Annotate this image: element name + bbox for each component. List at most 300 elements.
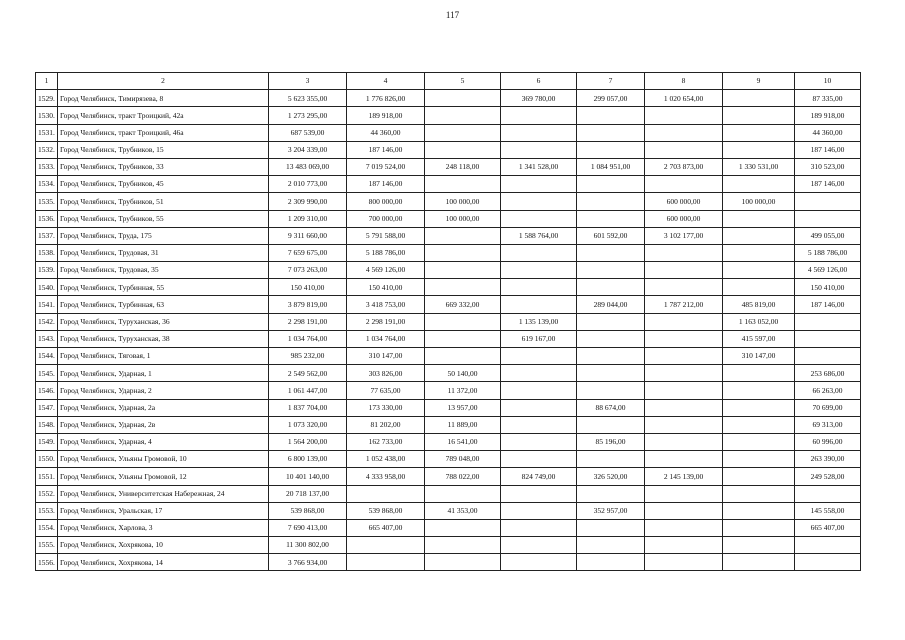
value-cell-col-9 bbox=[723, 107, 795, 124]
value-cell-col-8 bbox=[645, 382, 723, 399]
address-cell: Город Челябинск, Хохрякова, 14 bbox=[58, 554, 269, 571]
value-cell-col-9 bbox=[723, 502, 795, 519]
value-cell-col-8 bbox=[645, 537, 723, 554]
value-cell-col-8 bbox=[645, 519, 723, 536]
value-cell-col-3: 985 232,00 bbox=[269, 348, 347, 365]
value-cell-col-4: 189 918,00 bbox=[347, 107, 425, 124]
value-cell-col-3: 1 073 320,00 bbox=[269, 416, 347, 433]
address-cell: Город Челябинск, Трубников, 33 bbox=[58, 158, 269, 175]
value-cell-col-5: 788 022,00 bbox=[425, 468, 501, 485]
value-cell-col-3: 150 410,00 bbox=[269, 279, 347, 296]
table-row bbox=[36, 554, 861, 571]
value-cell-col-5 bbox=[425, 279, 501, 296]
value-cell-col-9 bbox=[723, 451, 795, 468]
value-cell-col-4: 2 298 191,00 bbox=[347, 313, 425, 330]
address-cell: Город Челябинск, Трубников, 45 bbox=[58, 176, 269, 193]
value-cell-col-4: 162 733,00 bbox=[347, 433, 425, 450]
row-number: 1549. bbox=[36, 433, 58, 450]
value-cell-col-8 bbox=[645, 124, 723, 141]
value-cell-col-5 bbox=[425, 348, 501, 365]
column-header: 2 bbox=[58, 73, 269, 90]
value-cell-col-7: 1 084 951,00 bbox=[577, 158, 645, 175]
value-cell-col-5 bbox=[425, 537, 501, 554]
value-cell-col-8 bbox=[645, 554, 723, 571]
value-cell-col-9 bbox=[723, 382, 795, 399]
value-cell-col-10: 253 686,00 bbox=[795, 365, 861, 382]
value-cell-col-7 bbox=[577, 124, 645, 141]
value-cell-col-8: 1 787 212,00 bbox=[645, 296, 723, 313]
value-cell-col-7 bbox=[577, 554, 645, 571]
value-cell-col-7 bbox=[577, 313, 645, 330]
value-cell-col-6 bbox=[501, 193, 577, 210]
address-cell: Город Челябинск, Трудовая, 35 bbox=[58, 262, 269, 279]
value-cell-col-3: 1 034 764,00 bbox=[269, 330, 347, 347]
value-cell-col-9 bbox=[723, 365, 795, 382]
value-cell-col-3: 10 401 140,00 bbox=[269, 468, 347, 485]
address-cell: Город Челябинск, Ударная, 2 bbox=[58, 382, 269, 399]
value-cell-col-3: 1 564 200,00 bbox=[269, 433, 347, 450]
table-row bbox=[36, 330, 861, 347]
value-cell-col-5: 11 372,00 bbox=[425, 382, 501, 399]
value-cell-col-10: 499 055,00 bbox=[795, 227, 861, 244]
address-cell: Город Челябинск, Трубников, 15 bbox=[58, 141, 269, 158]
value-cell-col-10: 145 558,00 bbox=[795, 502, 861, 519]
row-number: 1533. bbox=[36, 158, 58, 175]
value-cell-col-3: 1 209 310,00 bbox=[269, 210, 347, 227]
value-cell-col-3: 11 300 802,00 bbox=[269, 537, 347, 554]
value-cell-col-4 bbox=[347, 554, 425, 571]
value-cell-col-7 bbox=[577, 193, 645, 210]
value-cell-col-3: 3 879 819,00 bbox=[269, 296, 347, 313]
table-row bbox=[36, 502, 861, 519]
value-cell-col-6 bbox=[501, 399, 577, 416]
address-cell: Город Челябинск, Харлова, 3 bbox=[58, 519, 269, 536]
value-cell-col-9 bbox=[723, 416, 795, 433]
table-row bbox=[36, 382, 861, 399]
address-cell: Город Челябинск, Турбинная, 55 bbox=[58, 279, 269, 296]
value-cell-col-5: 669 332,00 bbox=[425, 296, 501, 313]
column-header: 8 bbox=[645, 73, 723, 90]
value-cell-col-3: 1 837 704,00 bbox=[269, 399, 347, 416]
table-row bbox=[36, 279, 861, 296]
value-cell-col-10: 150 410,00 bbox=[795, 279, 861, 296]
value-cell-col-6 bbox=[501, 107, 577, 124]
value-cell-col-9 bbox=[723, 244, 795, 261]
table-row bbox=[36, 210, 861, 227]
row-number: 1542. bbox=[36, 313, 58, 330]
value-cell-col-7 bbox=[577, 330, 645, 347]
value-cell-col-3: 1 061 447,00 bbox=[269, 382, 347, 399]
value-cell-col-9 bbox=[723, 279, 795, 296]
value-cell-col-6 bbox=[501, 279, 577, 296]
value-cell-col-6: 619 167,00 bbox=[501, 330, 577, 347]
value-cell-col-5 bbox=[425, 107, 501, 124]
value-cell-col-9 bbox=[723, 485, 795, 502]
row-number: 1538. bbox=[36, 244, 58, 261]
value-cell-col-4: 3 418 753,00 bbox=[347, 296, 425, 313]
row-number: 1551. bbox=[36, 468, 58, 485]
row-number: 1535. bbox=[36, 193, 58, 210]
value-cell-col-7: 289 044,00 bbox=[577, 296, 645, 313]
address-cell: Город Челябинск, Туруханская, 38 bbox=[58, 330, 269, 347]
value-cell-col-4: 4 333 958,00 bbox=[347, 468, 425, 485]
value-cell-col-6: 824 749,00 bbox=[501, 468, 577, 485]
value-cell-col-4: 665 407,00 bbox=[347, 519, 425, 536]
column-header: 10 bbox=[795, 73, 861, 90]
value-cell-col-4 bbox=[347, 485, 425, 502]
value-cell-col-10: 187 146,00 bbox=[795, 176, 861, 193]
value-cell-col-3: 1 273 295,00 bbox=[269, 107, 347, 124]
value-cell-col-10: 70 699,00 bbox=[795, 399, 861, 416]
address-cell: Город Челябинск, Тяговая, 1 bbox=[58, 348, 269, 365]
value-cell-col-9 bbox=[723, 210, 795, 227]
row-number: 1552. bbox=[36, 485, 58, 502]
value-cell-col-8 bbox=[645, 451, 723, 468]
value-cell-col-10: 69 313,00 bbox=[795, 416, 861, 433]
value-cell-col-8 bbox=[645, 433, 723, 450]
row-number: 1546. bbox=[36, 382, 58, 399]
value-cell-col-5: 248 118,00 bbox=[425, 158, 501, 175]
value-cell-col-5 bbox=[425, 141, 501, 158]
value-cell-col-10: 187 146,00 bbox=[795, 296, 861, 313]
value-cell-col-3: 3 204 339,00 bbox=[269, 141, 347, 158]
value-cell-col-7: 326 520,00 bbox=[577, 468, 645, 485]
value-cell-col-4: 5 188 786,00 bbox=[347, 244, 425, 261]
value-cell-col-3: 2 010 773,00 bbox=[269, 176, 347, 193]
table-row bbox=[36, 176, 861, 193]
row-number: 1534. bbox=[36, 176, 58, 193]
value-cell-col-8 bbox=[645, 365, 723, 382]
address-cell: Город Челябинск, Ульяны Громовой, 12 bbox=[58, 468, 269, 485]
value-cell-col-10 bbox=[795, 330, 861, 347]
value-cell-col-7 bbox=[577, 210, 645, 227]
value-cell-col-4: 5 791 588,00 bbox=[347, 227, 425, 244]
value-cell-col-7 bbox=[577, 348, 645, 365]
value-cell-col-6 bbox=[501, 176, 577, 193]
value-cell-col-8 bbox=[645, 348, 723, 365]
table-row bbox=[36, 262, 861, 279]
value-cell-col-8 bbox=[645, 244, 723, 261]
value-cell-col-10: 66 263,00 bbox=[795, 382, 861, 399]
value-cell-col-7 bbox=[577, 262, 645, 279]
table-row bbox=[36, 399, 861, 416]
address-cell: Город Челябинск, Ударная, 4 bbox=[58, 433, 269, 450]
value-cell-col-10: 187 146,00 bbox=[795, 141, 861, 158]
value-cell-col-3: 7 073 263,00 bbox=[269, 262, 347, 279]
value-cell-col-4 bbox=[347, 537, 425, 554]
column-header: 9 bbox=[723, 73, 795, 90]
value-cell-col-7 bbox=[577, 365, 645, 382]
value-cell-col-4: 700 000,00 bbox=[347, 210, 425, 227]
value-cell-col-5: 100 000,00 bbox=[425, 210, 501, 227]
value-cell-col-4: 173 330,00 bbox=[347, 399, 425, 416]
row-number: 1541. bbox=[36, 296, 58, 313]
value-cell-col-6: 1 135 139,00 bbox=[501, 313, 577, 330]
row-number: 1545. bbox=[36, 365, 58, 382]
table-row bbox=[36, 485, 861, 502]
value-cell-col-8 bbox=[645, 141, 723, 158]
value-cell-col-3: 13 483 069,00 bbox=[269, 158, 347, 175]
table-row bbox=[36, 107, 861, 124]
column-header: 5 bbox=[425, 73, 501, 90]
value-cell-col-4: 187 146,00 bbox=[347, 176, 425, 193]
value-cell-col-8: 600 000,00 bbox=[645, 210, 723, 227]
row-number: 1547. bbox=[36, 399, 58, 416]
value-cell-col-6 bbox=[501, 451, 577, 468]
value-cell-col-3: 9 311 660,00 bbox=[269, 227, 347, 244]
value-cell-col-7: 299 057,00 bbox=[577, 90, 645, 107]
value-cell-col-7 bbox=[577, 244, 645, 261]
row-number: 1553. bbox=[36, 502, 58, 519]
value-cell-col-3: 2 298 191,00 bbox=[269, 313, 347, 330]
table-row bbox=[36, 141, 861, 158]
value-cell-col-4: 1 776 826,00 bbox=[347, 90, 425, 107]
value-cell-col-6 bbox=[501, 365, 577, 382]
value-cell-col-4: 81 202,00 bbox=[347, 416, 425, 433]
value-cell-col-6 bbox=[501, 502, 577, 519]
value-cell-col-5 bbox=[425, 519, 501, 536]
table-row bbox=[36, 227, 861, 244]
address-cell: Город Челябинск, Ударная, 2а bbox=[58, 399, 269, 416]
value-cell-col-10 bbox=[795, 537, 861, 554]
value-cell-col-8 bbox=[645, 313, 723, 330]
table-row bbox=[36, 416, 861, 433]
table-row bbox=[36, 537, 861, 554]
value-cell-col-7 bbox=[577, 485, 645, 502]
value-cell-col-4: 800 000,00 bbox=[347, 193, 425, 210]
column-header: 4 bbox=[347, 73, 425, 90]
row-number: 1539. bbox=[36, 262, 58, 279]
table-row bbox=[36, 348, 861, 365]
value-cell-col-10: 249 528,00 bbox=[795, 468, 861, 485]
table-row bbox=[36, 193, 861, 210]
address-cell: Город Челябинск, Уральская, 17 bbox=[58, 502, 269, 519]
value-cell-col-5: 41 353,00 bbox=[425, 502, 501, 519]
value-cell-col-9 bbox=[723, 227, 795, 244]
row-number: 1543. bbox=[36, 330, 58, 347]
value-cell-col-3: 2 309 990,00 bbox=[269, 193, 347, 210]
value-cell-col-4: 187 146,00 bbox=[347, 141, 425, 158]
value-cell-col-10 bbox=[795, 348, 861, 365]
value-cell-col-7 bbox=[577, 537, 645, 554]
table-row bbox=[36, 90, 861, 107]
value-cell-col-7: 601 592,00 bbox=[577, 227, 645, 244]
value-cell-col-10: 5 188 786,00 bbox=[795, 244, 861, 261]
value-cell-col-3: 5 623 355,00 bbox=[269, 90, 347, 107]
value-cell-col-4: 1 034 764,00 bbox=[347, 330, 425, 347]
row-number: 1529. bbox=[36, 90, 58, 107]
value-cell-col-10 bbox=[795, 485, 861, 502]
value-cell-col-8 bbox=[645, 485, 723, 502]
table-row bbox=[36, 433, 861, 450]
address-cell: Город Челябинск, Трудовая, 31 bbox=[58, 244, 269, 261]
row-number: 1530. bbox=[36, 107, 58, 124]
value-cell-col-6: 1 341 528,00 bbox=[501, 158, 577, 175]
value-cell-col-3: 7 659 675,00 bbox=[269, 244, 347, 261]
column-header: 3 bbox=[269, 73, 347, 90]
address-cell: Город Челябинск, Труда, 175 bbox=[58, 227, 269, 244]
value-cell-col-3: 2 549 562,00 bbox=[269, 365, 347, 382]
value-cell-col-9 bbox=[723, 399, 795, 416]
value-cell-col-10: 87 335,00 bbox=[795, 90, 861, 107]
value-cell-col-9 bbox=[723, 262, 795, 279]
value-cell-col-8: 3 102 177,00 bbox=[645, 227, 723, 244]
value-cell-col-10: 263 390,00 bbox=[795, 451, 861, 468]
value-cell-col-6 bbox=[501, 485, 577, 502]
address-cell: Город Челябинск, Ульяны Громовой, 10 bbox=[58, 451, 269, 468]
value-cell-col-8: 2 703 873,00 bbox=[645, 158, 723, 175]
value-cell-col-8 bbox=[645, 262, 723, 279]
value-cell-col-6 bbox=[501, 554, 577, 571]
value-cell-col-6 bbox=[501, 416, 577, 433]
value-cell-col-4: 1 052 438,00 bbox=[347, 451, 425, 468]
value-cell-col-5 bbox=[425, 227, 501, 244]
value-cell-col-5: 100 000,00 bbox=[425, 193, 501, 210]
value-cell-col-8 bbox=[645, 502, 723, 519]
value-cell-col-5 bbox=[425, 90, 501, 107]
value-cell-col-8 bbox=[645, 279, 723, 296]
value-cell-col-5 bbox=[425, 313, 501, 330]
column-header: 7 bbox=[577, 73, 645, 90]
value-cell-col-4: 539 868,00 bbox=[347, 502, 425, 519]
column-header: 6 bbox=[501, 73, 577, 90]
value-cell-col-6 bbox=[501, 519, 577, 536]
value-cell-col-6 bbox=[501, 382, 577, 399]
value-cell-col-10: 60 996,00 bbox=[795, 433, 861, 450]
address-cell: Город Челябинск, Трубников, 51 bbox=[58, 193, 269, 210]
table-row bbox=[36, 296, 861, 313]
value-cell-col-8: 1 020 654,00 bbox=[645, 90, 723, 107]
value-cell-col-5: 789 048,00 bbox=[425, 451, 501, 468]
value-cell-col-6 bbox=[501, 141, 577, 158]
value-cell-col-10 bbox=[795, 193, 861, 210]
data-table bbox=[35, 72, 861, 571]
value-cell-col-5 bbox=[425, 554, 501, 571]
value-cell-col-4: 310 147,00 bbox=[347, 348, 425, 365]
value-cell-col-5: 11 889,00 bbox=[425, 416, 501, 433]
value-cell-col-10 bbox=[795, 210, 861, 227]
table-row bbox=[36, 158, 861, 175]
value-cell-col-5 bbox=[425, 485, 501, 502]
value-cell-col-5 bbox=[425, 244, 501, 261]
value-cell-col-3: 20 718 137,00 bbox=[269, 485, 347, 502]
value-cell-col-7 bbox=[577, 382, 645, 399]
value-cell-col-9: 485 819,00 bbox=[723, 296, 795, 313]
address-cell: Город Челябинск, Турбинная, 63 bbox=[58, 296, 269, 313]
address-cell: Город Челябинск, Университетская Набережная, 24 bbox=[58, 485, 269, 502]
value-cell-col-6 bbox=[501, 537, 577, 554]
value-cell-col-7 bbox=[577, 176, 645, 193]
value-cell-col-6 bbox=[501, 262, 577, 279]
value-cell-col-5 bbox=[425, 176, 501, 193]
value-cell-col-7 bbox=[577, 451, 645, 468]
row-number: 1556. bbox=[36, 554, 58, 571]
row-number: 1548. bbox=[36, 416, 58, 433]
value-cell-col-9: 1 330 531,00 bbox=[723, 158, 795, 175]
table-body bbox=[36, 90, 861, 571]
value-cell-col-3: 3 766 934,00 bbox=[269, 554, 347, 571]
value-cell-col-6 bbox=[501, 210, 577, 227]
value-cell-col-7: 352 957,00 bbox=[577, 502, 645, 519]
value-cell-col-3: 687 539,00 bbox=[269, 124, 347, 141]
value-cell-col-9: 100 000,00 bbox=[723, 193, 795, 210]
value-cell-col-8 bbox=[645, 399, 723, 416]
value-cell-col-3: 539 868,00 bbox=[269, 502, 347, 519]
address-cell: Город Челябинск, тракт Троицкий, 46а bbox=[58, 124, 269, 141]
value-cell-col-5: 13 957,00 bbox=[425, 399, 501, 416]
table-row bbox=[36, 244, 861, 261]
row-number: 1531. bbox=[36, 124, 58, 141]
value-cell-col-5: 50 140,00 bbox=[425, 365, 501, 382]
value-cell-col-9 bbox=[723, 537, 795, 554]
value-cell-col-7 bbox=[577, 141, 645, 158]
value-cell-col-3: 6 800 139,00 bbox=[269, 451, 347, 468]
value-cell-col-10 bbox=[795, 313, 861, 330]
address-cell: Город Челябинск, Хохрякова, 10 bbox=[58, 537, 269, 554]
table-row bbox=[36, 451, 861, 468]
value-cell-col-5: 16 541,00 bbox=[425, 433, 501, 450]
value-cell-col-4: 303 826,00 bbox=[347, 365, 425, 382]
value-cell-col-5 bbox=[425, 262, 501, 279]
value-cell-col-9 bbox=[723, 176, 795, 193]
table-row bbox=[36, 313, 861, 330]
row-number: 1554. bbox=[36, 519, 58, 536]
value-cell-col-3: 7 690 413,00 bbox=[269, 519, 347, 536]
value-cell-col-8 bbox=[645, 107, 723, 124]
value-cell-col-6 bbox=[501, 124, 577, 141]
table-row bbox=[36, 519, 861, 536]
address-cell: Город Челябинск, тракт Троицкий, 42а bbox=[58, 107, 269, 124]
value-cell-col-6: 1 588 764,00 bbox=[501, 227, 577, 244]
value-cell-col-4: 4 569 126,00 bbox=[347, 262, 425, 279]
value-cell-col-5 bbox=[425, 330, 501, 347]
value-cell-col-4: 150 410,00 bbox=[347, 279, 425, 296]
value-cell-col-10: 189 918,00 bbox=[795, 107, 861, 124]
value-cell-col-9 bbox=[723, 141, 795, 158]
value-cell-col-10 bbox=[795, 554, 861, 571]
table-row bbox=[36, 365, 861, 382]
value-cell-col-7 bbox=[577, 416, 645, 433]
value-cell-col-6 bbox=[501, 296, 577, 313]
value-cell-col-9: 415 597,00 bbox=[723, 330, 795, 347]
value-cell-col-4: 77 635,00 bbox=[347, 382, 425, 399]
address-cell: Город Челябинск, Трубников, 55 bbox=[58, 210, 269, 227]
row-number: 1544. bbox=[36, 348, 58, 365]
value-cell-col-5 bbox=[425, 124, 501, 141]
value-cell-col-4: 7 019 524,00 bbox=[347, 158, 425, 175]
value-cell-col-8 bbox=[645, 416, 723, 433]
row-number: 1532. bbox=[36, 141, 58, 158]
address-cell: Город Челябинск, Ударная, 1 bbox=[58, 365, 269, 382]
value-cell-col-9: 310 147,00 bbox=[723, 348, 795, 365]
value-cell-col-9: 1 163 052,00 bbox=[723, 313, 795, 330]
header-row bbox=[36, 73, 861, 90]
value-cell-col-9 bbox=[723, 519, 795, 536]
value-cell-col-7 bbox=[577, 279, 645, 296]
value-cell-col-9 bbox=[723, 124, 795, 141]
value-cell-col-9 bbox=[723, 468, 795, 485]
value-cell-col-9 bbox=[723, 90, 795, 107]
address-cell: Город Челябинск, Туруханская, 36 bbox=[58, 313, 269, 330]
table-row bbox=[36, 124, 861, 141]
column-header: 1 bbox=[36, 73, 58, 90]
value-cell-col-4: 44 360,00 bbox=[347, 124, 425, 141]
value-cell-col-6: 369 780,00 bbox=[501, 90, 577, 107]
row-number: 1555. bbox=[36, 537, 58, 554]
value-cell-col-6 bbox=[501, 348, 577, 365]
value-cell-col-9 bbox=[723, 433, 795, 450]
value-cell-col-8 bbox=[645, 176, 723, 193]
